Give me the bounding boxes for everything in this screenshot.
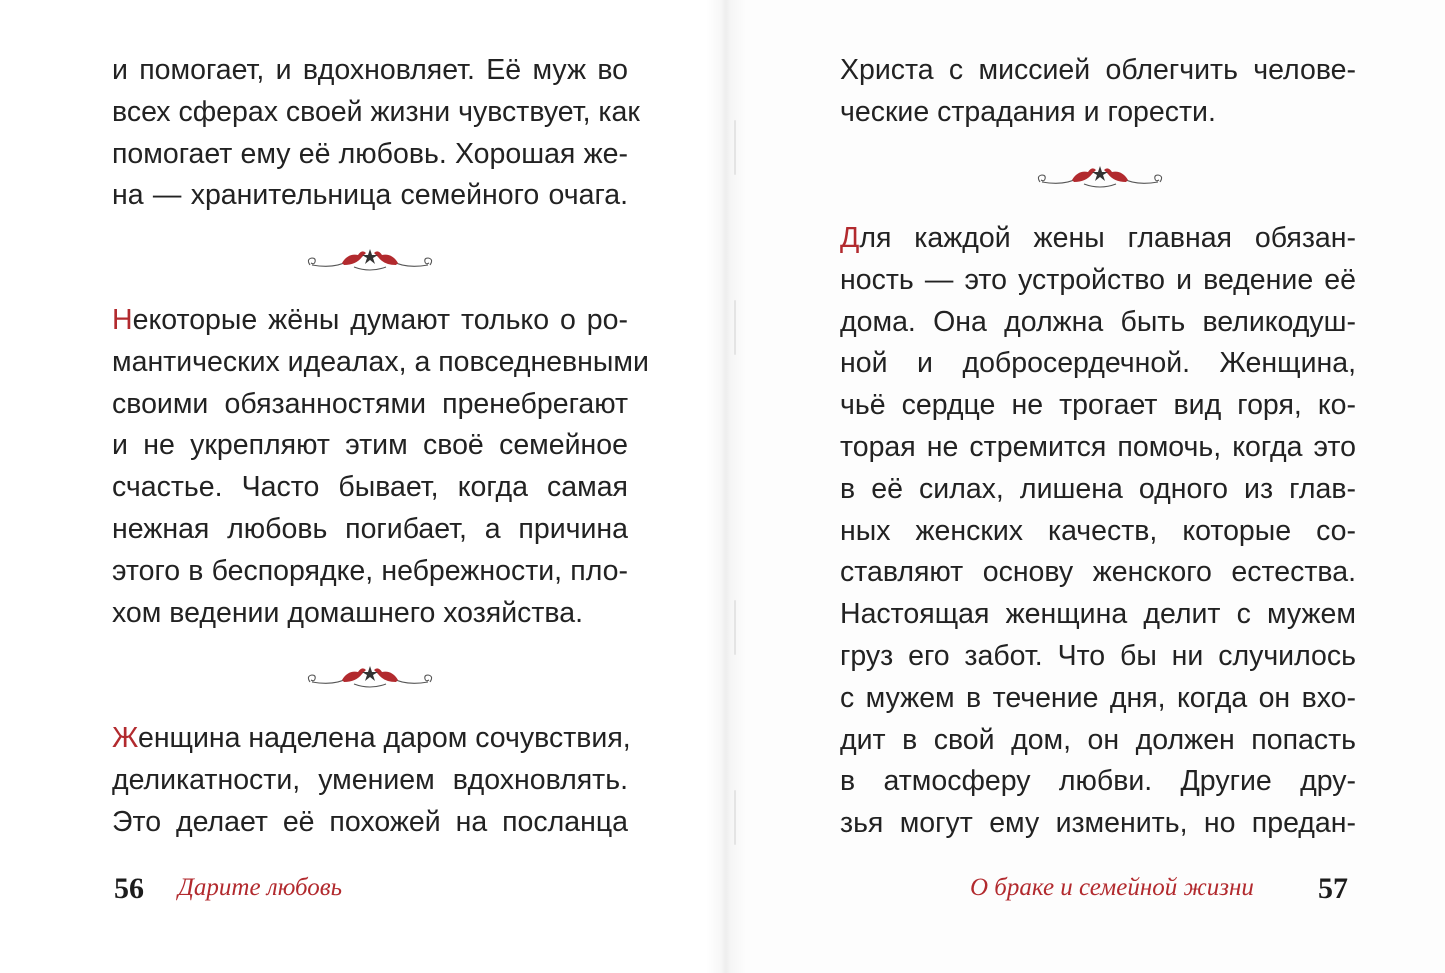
text-line: в атмосферу любви. Другие дру- xyxy=(840,765,1356,798)
right-paragraph-2 xyxy=(840,218,1356,845)
text-line: ставляют основу женского естества. xyxy=(840,556,1356,589)
text-line: торая не стремится помочь, когда это xyxy=(840,430,1356,463)
text-line: груз его забот. Что бы ни случилось xyxy=(840,639,1356,672)
text-line: Настоящая женщина делит с мужем xyxy=(840,598,1356,631)
left-paragraph-2 xyxy=(112,300,649,634)
drop-initial: Ж xyxy=(112,722,138,754)
text-line: всех сферах своей жизни чувствует, как xyxy=(112,95,640,128)
text-line: чьё сердце не трогает вид горя, ко- xyxy=(840,389,1356,422)
page-number: 56 xyxy=(114,872,144,905)
text-line xyxy=(112,300,628,342)
text-line: счастье. Часто бывает, когда самая xyxy=(112,471,628,504)
text-line-rest: екоторые жёны думают только о ро- xyxy=(132,304,628,336)
text-line: и помогает, и вдохновляет. Её муж во xyxy=(112,54,628,86)
text-line: своими обязанностями пренебрегают xyxy=(112,387,628,420)
right-page xyxy=(722,0,1445,973)
book-gutter xyxy=(706,0,746,973)
bird-ornament-icon xyxy=(304,245,436,275)
binding-stitch xyxy=(734,790,736,845)
text-line xyxy=(840,218,1356,260)
left-paragraph-3 xyxy=(112,718,631,843)
text-line: ной и добросердечной. Женщина, xyxy=(840,347,1356,380)
text-line: в её силах, лишена одного из глав- xyxy=(840,472,1356,505)
text-line: ных женских качеств, которые со- xyxy=(840,514,1356,547)
text-line: дома. Она должна быть великодуш- xyxy=(840,305,1356,338)
text-line: зья могут ему изменить, но предан- xyxy=(840,807,1356,840)
drop-initial: Н xyxy=(112,304,133,336)
text-line: дит в свой дом, он должен попасть xyxy=(840,723,1356,756)
binding-stitch xyxy=(734,120,736,175)
bird-ornament-icon xyxy=(1034,162,1166,192)
text-line xyxy=(112,718,631,760)
text-line: ческие страдания и горести. xyxy=(840,95,1216,128)
text-line: хом ведении домашнего хозяйства. xyxy=(112,596,584,629)
drop-initial: Д xyxy=(840,222,860,254)
text-line: на — хранительница семейного очага. xyxy=(112,179,628,212)
running-head: О браке и семейной жизни xyxy=(970,874,1254,901)
left-paragraph-1 xyxy=(112,50,640,217)
text-line: и не укрепляют этим своё семейное xyxy=(112,429,628,462)
page-number: 57 xyxy=(1318,872,1348,905)
left-page xyxy=(0,0,722,973)
running-head: Дарите любовь xyxy=(178,874,342,901)
text-line: с мужем в течение дня, когда он вхо- xyxy=(840,681,1356,714)
text-line: деликатности, умением вдохновлять. xyxy=(112,763,628,796)
binding-stitch xyxy=(734,600,736,655)
text-line: помогает ему её любовь. Хорошая же- xyxy=(112,137,628,170)
right-paragraph-1 xyxy=(840,50,1356,134)
text-line: этого в беспорядке, небрежности, пло- xyxy=(112,554,628,587)
text-line: Христа с миссией облегчить челове- xyxy=(840,54,1356,86)
text-line: ность — это устройство и ведение её xyxy=(840,263,1356,296)
binding-stitch xyxy=(734,300,736,355)
text-line: Это делает её похожей на посланца xyxy=(112,805,628,838)
text-line: нежная любовь погибает, а причина xyxy=(112,512,628,545)
text-line-rest: енщина наделена даром сочувствия, xyxy=(137,722,631,754)
text-line-rest: ля каждой жены главная обязан- xyxy=(859,222,1356,254)
bird-ornament-icon xyxy=(304,662,436,692)
text-line: мантических идеалах, а повседневными xyxy=(112,345,649,378)
